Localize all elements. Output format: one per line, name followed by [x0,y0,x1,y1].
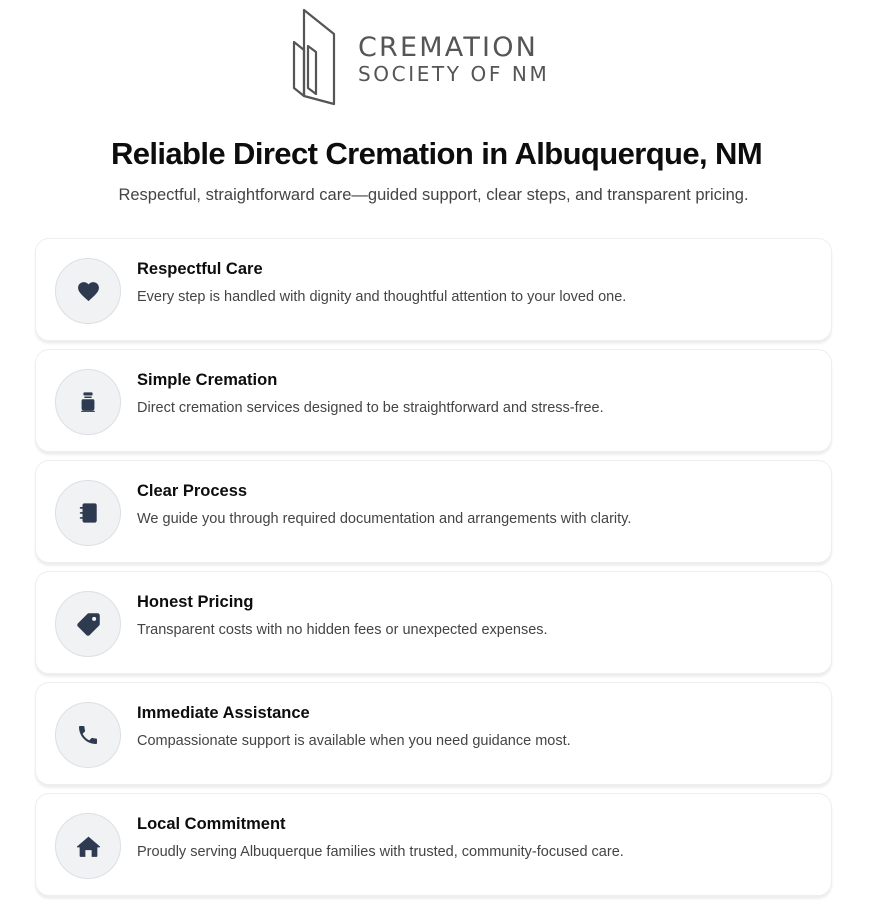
feature-icon-badge [55,480,121,546]
brand-logo[interactable] [292,8,572,106]
feature-title: Clear Process [137,482,248,500]
feature-icon-badge [55,591,121,657]
feature-icon-badge [55,813,121,879]
tag-icon [75,611,102,638]
feature-card-respectful-care [35,238,832,341]
feature-card-clear-process [35,460,832,563]
notebook-icon [77,501,99,525]
brand-line1: CREMATION [358,32,539,63]
feature-icon-badge [55,369,121,435]
brand-name [358,34,549,84]
brand-line2: SOCIETY OF NM [358,62,550,86]
feature-description: Direct cremation services designed to be straightforward and stress-free. [137,400,604,416]
building-outline-logo-icon [292,8,338,106]
feature-icon-badge [55,258,121,324]
feature-list [35,238,832,903]
feature-title: Immediate Assistance [137,704,310,722]
home-icon [75,834,102,859]
page-title: Reliable Direct Cremation in Albuquerque, NM [110,136,763,171]
page-subtitle: Respectful, straightforward care—guided support, clear steps, and transparent pricing. [118,186,749,204]
feature-icon-badge [55,702,121,768]
feature-card-honest-pricing [35,571,832,674]
feature-description: Every step is handled with dignity and thoughtful attention to your loved one. [137,289,627,305]
feature-title: Respectful Care [137,260,263,278]
feature-title: Simple Cremation [137,371,278,389]
feature-description: Proudly serving Albuquerque families with trusted, community-focused care. [137,844,624,860]
feature-description: We guide you through required documentation and arrangements with clarity. [137,511,632,527]
heart-icon [76,279,101,304]
feature-card-local-commitment [35,793,832,896]
feature-card-immediate-assistance [35,682,832,785]
phone-icon [76,723,100,747]
feature-description: Transparent costs with no hidden fees or unexpected expenses. [137,622,548,638]
feature-card-simple-cremation [35,349,832,452]
feature-title: Local Commitment [137,815,286,833]
feature-description: Compassionate support is available when you need guidance most. [137,733,571,749]
urn-icon [77,391,99,413]
feature-title: Honest Pricing [137,593,254,611]
